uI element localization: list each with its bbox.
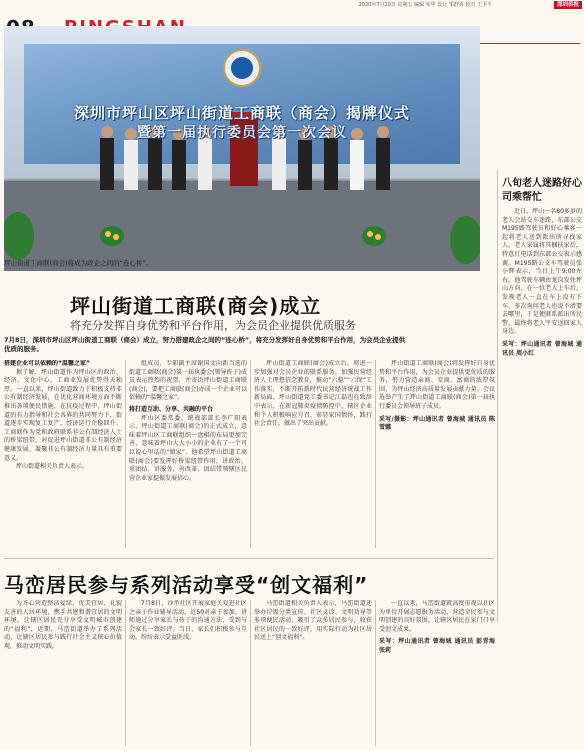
main-photo — [4, 26, 480, 271]
main-headline: 坪山街道工商联(商会)成立 — [70, 294, 322, 318]
sidebar-byline: 采写：坪山通讯者 曾海城 通讯员 周小红 — [502, 340, 582, 357]
column-divider — [250, 600, 251, 746]
story2-column-2-text: 7月8日，沙坐社区开展家庭关爱进社区之亲子作业辅导活动，近50对亲子参加，讲师通过分享家长与孩子的沟通方法，受到与会家长一致好评。当日，家长们积极参与互动，纷纷表示受益匪浅。 — [129, 600, 247, 642]
column-4-text: 坪山街道工商联(商会)将发挥好自身优势和平台作用，为会员企业提供更优质的服务，努力营造亲商、安商、富商的浓厚氛围，为坪山经济高质量发展贡献力量。会议选举产生了坪山街道工商联(商会)第一届执行委员会领导班子成员。 — [379, 360, 495, 410]
main-subhead: 将充分发挥自身优势和平台作用，为会员企业提供优质服务 — [70, 319, 356, 332]
story2-byline: 采写：坪山通讯者 曾海城 通讯员 彭青海 张莉 — [379, 638, 495, 654]
column-divider — [375, 600, 376, 746]
story2-column-1 — [4, 600, 122, 746]
sidebar-article — [502, 208, 582, 618]
column-1-text: 据了解，坪山街道作为坪山区的政治、经济、文化中心，工商业发展优势得天独厚。一直以来，坪山街道致力于积极支持非公有制经济发展，在优化营商环境方面不断推出各项便民措施，在抗疫过程中，坪山街道的有力指导和社会各界的共同努力下，街道逐步实现复工复产，经济运行企稳回升。工商联作为党和政府联系非公有制经济人士的桥梁纽带，对促进坪山街道非公有制经济健康发展、凝聚非公有制经济力量具有重要意义。 — [4, 368, 122, 462]
date-editor-line: 2020年7月10日 星期五 编辑 朱华 设计 邹舒香 校对 王卫平 — [358, 2, 492, 8]
sidebar-text: 近日，坪山一名80多岁的老人会站交车迷路，东部公交M195路驾驶员和好心乘客一起将老人送到派出所寻找家人。老人家属将其捆扶家后，特意打电话到东部公交表示感谢。M195路公交车驾驶员张小辉表示，当日上午9:00左右，他驾驶车辆由龙岗发往坪山方向，在一位老人上车后，发现老人一直在车上没有下车，多次询问老人也说不清要去哪里，于是便联系派出所民警，最终将老人平安送回家人身边。 — [502, 208, 582, 336]
story2-column-3-text: 马峦街道相关负责人表示，马峦街道还举办垃圾分类宣传、社区义诊、文明劝导等多项便民活动，吸引了众多居民参与，收获社区居民的一致好评，用实际行动为社区居民送上“创文福利”。 — [254, 600, 372, 642]
column-divider — [250, 360, 251, 548]
banner-text-line2: 暨第一届执行委员会第一次会议 — [137, 125, 347, 141]
article-column-1 — [4, 360, 122, 550]
sidebar-divider — [497, 170, 498, 622]
second-headline: 马峦居民参与系列活动享受“创文福利” — [4, 573, 369, 597]
newspaper-brand: 深圳侨报 — [554, 1, 582, 9]
story-separator — [4, 558, 494, 559]
article-column-4 — [379, 360, 495, 550]
lead-paragraph: 7月8日，深圳市坪山区坪山街道工商联（商会）成立，努力搭建政企之间的“连心桥”，将充分发挥好自身优势和平台作用，为会员企业提供优质的服务。 — [4, 336, 406, 353]
column-divider — [125, 600, 126, 746]
story2-column-4-text: 一直以来，马峦街道就高度重视以社区为单位开展志愿服务活动，营造全民参与文明创建的良好氛围，让辖区居民在家门口享受创文成果。 — [379, 600, 495, 633]
story2-column-1-text: 为齐心营造整洁爱绿、优美宜居、礼貌友善的人居环境，携手共建和谐宜居的文明环境，让辖区居民充分享受文明城市创建的“福利”，近期，马峦街道举办了系列活动，让辖区居民参与践行社会主义核心价值观，推动文明实践。 — [4, 600, 122, 650]
sidebar-headline: 八旬老人迷路好心司乘帮忙 — [502, 178, 582, 203]
ceremony-scene-illustration — [4, 26, 480, 271]
article-column-3 — [254, 360, 372, 550]
story2-column-4 — [379, 600, 495, 746]
photo-caption: 坪山街道工商联(商会)将成为政企之间的“连心桥”。 — [4, 259, 153, 267]
column-2-text-2: 坪山区委常委、统战部部长李广阳表示，坪山街道工商联(商会)的正式成立，意味着坪山区工商联组织一盘棋的布局更加完善，意味着坪山大大小小的企业有了一个可以说心里话的“娘家”。他希望坪山街道工商联(商会)要发挥好桥梁纽带作用，讲政治、重团结、讲服务、善改革，团结带领辖区民营企业家提振发展信心。 — [129, 414, 247, 482]
story2-column-2 — [129, 600, 247, 746]
column-divider — [125, 360, 126, 548]
column-divider — [375, 360, 376, 548]
column-1-trailing: 坪山街道相关负责人表示， — [16, 463, 89, 471]
column-4-byline: 采写/摄影：坪山通讯者 曾海城 通讯员 陈雪娜 — [379, 415, 495, 432]
story2-column-3 — [254, 600, 372, 746]
column-2-text: 组成员、专职副主席谢国文向新当选的街道工商联(商会)第一届执委会(领导班子)成员表示热烈的祝贺，并寄语坪山街道工商联(商会)，要把工商联(商会)办成一个企业可以依赖的“温馨之家”。 — [129, 360, 247, 402]
banner-text-line1: 深圳市坪山区坪山街道工商联（商会）揭牌仪式 — [73, 104, 410, 122]
page-meta-bar — [0, 0, 584, 10]
column-3-text: 坪山街道工商联(商会)成立后，将进一步加强对会员企业的联系服务，加强民营经济人士理想信念教育，推动“六稳”“六保”工作落实，不断开拓新时代民营经济统战工作新局面。坪山街道党工委书记江磊也在致辞中表示，在新冠肺炎疫情防控中，辖区企业和个人积极响应号召，彰显家国情怀，践行社会责任，做出了突出贡献。 — [254, 360, 372, 428]
column-2-heading: 将打造互助、分享、共融的平台 — [129, 405, 214, 413]
column-1-heading: 搭建企业可以依赖的“温馨之家” — [4, 360, 90, 367]
article-column-2 — [129, 360, 247, 550]
